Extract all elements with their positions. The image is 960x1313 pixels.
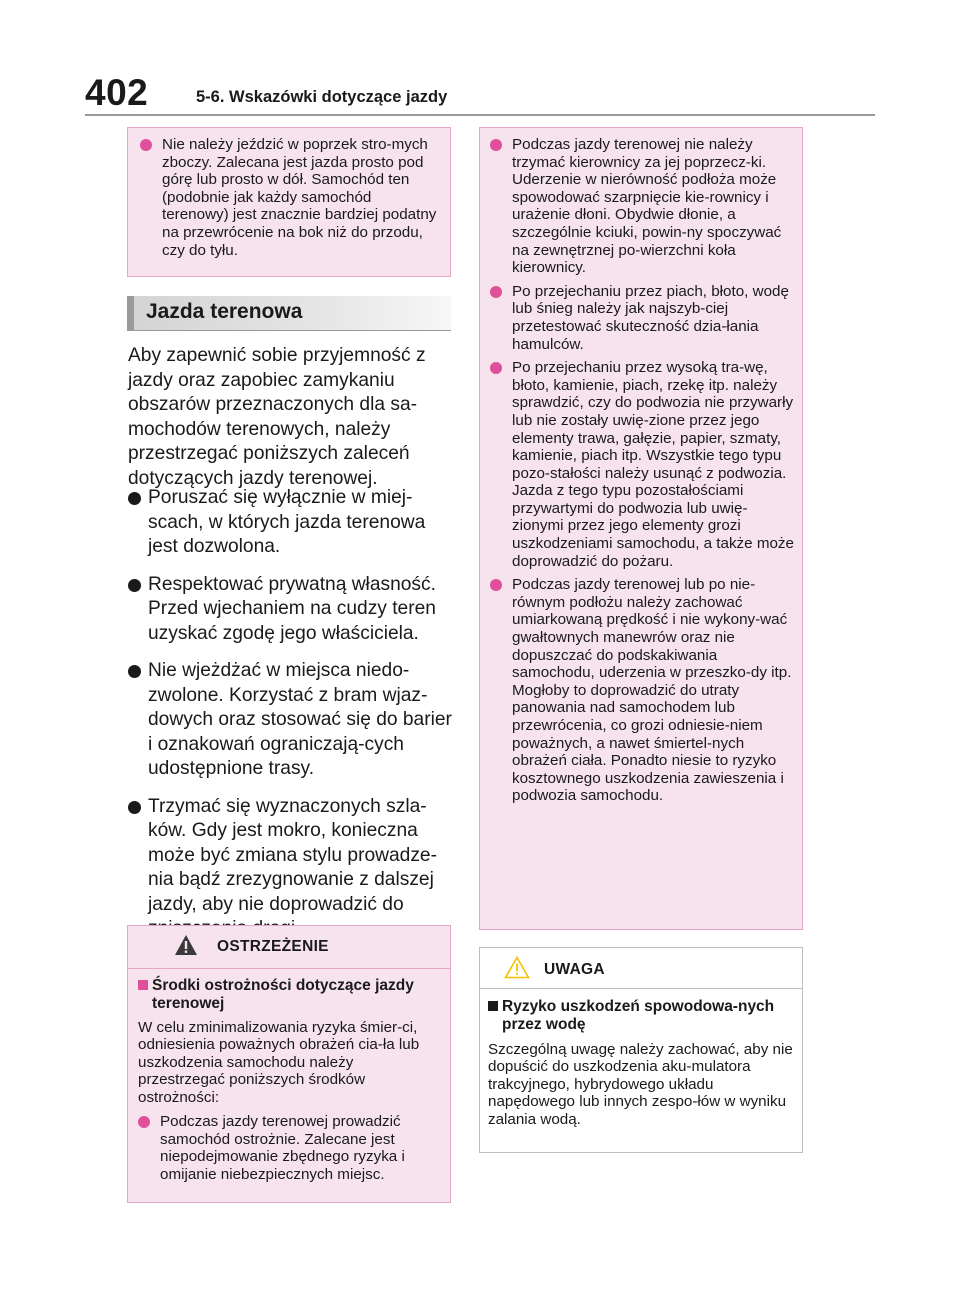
list-item [128, 573, 458, 647]
list-item-text: Podczas jazdy terenowej prowadzić samochód ostrożnie. Zalecane jest niepodejmowanie zbędnego ryzyka i omijanie niebezpiecznych miejsc. [160, 1113, 405, 1183]
square-bullet-icon [138, 980, 148, 990]
warning-text: W celu zminimalizowania ryzyka śmier-ci, odniesienia poważnych obrażeń cia-ła lub uszkodzenia samochodu należy przestrzegać poniższych środków ostrożności: [138, 1019, 420, 1106]
list-item [128, 486, 458, 560]
header-divider [85, 114, 875, 116]
bullet-dot-icon [490, 139, 502, 151]
bullet-dot-icon [128, 579, 141, 592]
section-heading [127, 296, 451, 330]
list-item [490, 283, 794, 353]
notice-text: Szczególną uwagę należy zachować, aby nie dopuścić do uszkodzenia aku-mulatora trakcyjnego, hybrydowego układu napędowego lub innych zespo-łów w wyniku zalania wodą. [488, 1041, 793, 1128]
list-item [128, 795, 458, 942]
warning-header [128, 926, 450, 968]
list-item-text: Podczas jazdy terenowej nie należy trzymać kierownicy za jej poprzecz-ki. Uderzenie w nierówność podłoża może spowodować szarpnięcie kie-rownicy i urażenie dłoni. Obydwie dłonie, a szczególnie kciuki, powin-ny spoczywać na zewnętrznej po-wierzchni koła kierownicy. [512, 136, 782, 277]
bullet-dot-icon [128, 801, 141, 814]
list-item-text: Nie należy jeździć w poprzek stro-mych zboczy. Zalecana jest jazda prosto pod górę lub prosto w dół. Samochód ten (podobnie jak każdy samochód terenowy) jest znacznie bardziej podatny na przewrócenie na bok niż do przodu, czy do tyłu. [162, 136, 437, 259]
list-item-text: Respektować prywatną własność. Przed wjechaniem na cudzy teren uzyskać zgodę jego właściciela. [148, 573, 436, 644]
warning-triangle-icon [174, 934, 198, 956]
list-item-text: Po przejechaniu przez piach, błoto, wodę lub śnieg należy jak najszyb-ciej przetestować skuteczność dzia-łania hamulców. [512, 282, 789, 353]
heading-divider [127, 330, 451, 331]
bullet-list [128, 486, 458, 955]
notice-subheading: Ryzyko uszkodzeń spowodowa-nych przez wodę [488, 998, 794, 1033]
section-heading-text: Jazda terenowa [146, 300, 303, 323]
warning-subheading: Środki ostrożności dotyczące jazdy terenowej [138, 977, 442, 1012]
intro-paragraph: Aby zapewnić sobie przyjemność z jazdy oraz zapobiec zamykaniu obszarów przeznaczonych dla sa-mochodów terenowych, należy przestrzegać poniższych zaleceń dotyczących jazdy terenowej. [128, 345, 426, 489]
list-item-text: Poruszać się wyłącznie w miej-scach, w których jazda terenowa jest dozwolona. [148, 487, 426, 557]
top-left-warning-box [127, 127, 451, 277]
list-item-text: Nie wjeżdżać w miejsca niedo-zwolone. Korzystać z bram wjaz-dowych oraz stosować się do barier i oznakowań ograniczają-cych udostępnione trasy. [148, 660, 452, 779]
notice-title: UWAGA [544, 961, 605, 978]
notice-box [479, 947, 803, 1153]
bullet-dot-icon [490, 579, 502, 591]
bullet-dot-icon [128, 665, 141, 678]
caution-triangle-icon [504, 956, 530, 979]
warning-box [127, 925, 451, 1203]
right-warning-box [479, 127, 803, 930]
list-item [128, 659, 458, 782]
warning-title: OSTRZEŻENIE [217, 938, 329, 955]
list-item [490, 576, 794, 805]
list-item-text: Trzymać się wyznaczonych szla-ków. Gdy jest mokro, konieczna może być zmiana stylu prowadze-nia bądź zrezygnowanie z dalszej jazdy, aby nie doprowadzić do [148, 795, 437, 915]
square-bullet-icon [488, 1001, 498, 1011]
bullet-dot-icon [138, 1116, 150, 1128]
bullet-dot-icon [140, 139, 152, 151]
bullet-dot-icon [490, 286, 502, 298]
bullet-dot-icon [490, 362, 502, 374]
bullet-dot-icon [128, 492, 141, 505]
list-item [138, 1113, 442, 1183]
section-title: 5-6. Wskazówki dotyczące jazdy [196, 88, 448, 106]
page-number: 402 [85, 72, 149, 113]
list-item-text: Podczas jazdy terenowej lub po nie-równym podłożu należy zachować umiarkowaną prędkość i nie wykony-wać gwałtownych manewrów oraz nie dopuszczać do podskakiwania samochodu, uderzenia w przeszko-dy itp. Mogłoby to doprowadzić do utraty panowania nad samochodem lub przewrócenia, co grozi odniesie-niem poważnych, a nawet śmiertel-nych obrażeń ciała. Ponadto niesie to ryzyko kosztownego uszkodzenia zawieszenia i podwozia samochodu. [512, 576, 792, 805]
list-item [490, 136, 794, 277]
list-item [140, 136, 440, 259]
notice-header [480, 948, 802, 988]
list-item [490, 359, 794, 570]
list-item-text: Po przejechaniu przez wysoką tra-wę, błoto, kamienie, piach, rzekę itp. należy sprawdzić, czy do podwozia nie przywarły lub nie zostały uwię-zione przez jego elementy trawa, gałęzie, papier, szmaty, kamienie, piach itp. Wszystkie tego typu pozo-stałości należy usunąć z podwozia. Jazda z tego typu pozostałościami przywartymi do podwozia lub uwię-zionymi przez jego elementy grozi uszkodzeniami samochodu, a także może doprowadzić do pożaru. [512, 359, 794, 570]
